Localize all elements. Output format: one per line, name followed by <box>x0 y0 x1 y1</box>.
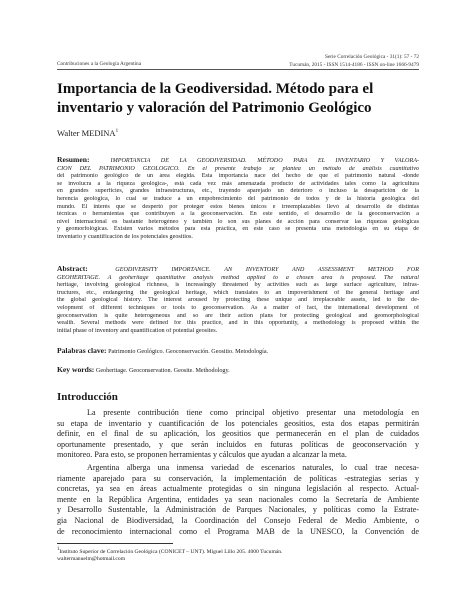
resumen-line: herencia geológica, lo cual se traduce a un empobrecimiento del patrimonio de todos y de la historia geológica del <box>57 195 419 202</box>
key-words-label: Key words: <box>57 365 95 374</box>
footnote-affiliation: $^1$Instituto Superior de Correlación Geológica (CONICET – UNT). Miguel Lillo 205. 4000 Tucumán. <box>57 547 283 555</box>
title-line: inventario y valoración del Patrimonio Geológico <box>57 100 372 116</box>
resumen-line: en grandes superficies, grandes infraestructuras, etc., trayendo aparejado un deterioro o incluso la desaparición de la <box>57 188 419 195</box>
resumen-label: Resumen: <box>57 156 90 164</box>
footnote-mark: 1 <box>57 547 60 552</box>
abstract-line: wealth. Several methods were defined for this practice, and in this opportunity, a methodology is proposed within the <box>57 320 419 327</box>
resumen-line: y geomorfológicas. Existen varios métodos para esta práctica, en este caso se presenta una metodología en su etapa de <box>57 226 419 233</box>
title-line: Importancia de la Geodiversidad. Método para el <box>57 81 374 97</box>
body-line: oportunamente presentado, y que serán incluidos en futuras políticas de geoconservación y <box>57 439 419 449</box>
body-line: mente en la República Argentina, entidades ya sean nacionales como la Secretaría de Ambiente <box>57 494 419 504</box>
footnote-rule <box>57 543 173 544</box>
header-rule <box>57 69 419 70</box>
resumen-line: se involucra a la riqueza geológica-, está cada vez más amenazada producto de actividades tales como la agricultura <box>57 180 419 187</box>
resumen-line: técnicas o herramientas que contribuyen a la geoconservación. En este sentido, el desarrollo de la geoconservación a <box>57 211 419 218</box>
abstract-line: GEODIVERSITY IMPORTANCE. AN INVENTORY AND ASSESSMENT METHOD FOR <box>115 267 419 273</box>
resumen-line: mundo. El interés que se despertó por proteger estos bienes únicos e irreemplazables llevó al desarrollo de distintas <box>57 203 419 210</box>
running-header-right <box>289 54 419 69</box>
abstract-line: the global geological history. The interest aroused by protecting these unique and irreplaceable assets, led to the de- <box>57 297 419 304</box>
resumen-block <box>57 156 419 242</box>
body-line: gia Nacional de Biodiversidad, la Coordinación del Consejo Federal de Medio Ambiente, o <box>57 515 419 525</box>
abstract-block <box>57 265 419 335</box>
intro-paragraph-1 <box>57 408 419 461</box>
footnote <box>57 546 282 564</box>
palabras-clave-label: Palabras clave: <box>57 346 107 355</box>
section-heading: Introducción <box>57 391 118 403</box>
body-line: de reconocimiento internacional como el Programa MAB de la UNESCO, la Convención de <box>57 526 419 536</box>
body-line: su etapa de inventario y cuantificación de los potenciales geositios, esta dos etapas permitirán <box>57 418 419 428</box>
body-line: concretas, ya sea en áreas actualmente protegidas o sin ninguna legislación al respecto. Actual- <box>57 484 419 494</box>
journal-issn: Tucumán, 2015 - ISSN 1514-4186 - ISSN on-line 1666-9479 <box>289 61 419 68</box>
abstract-line: initial phase of inventory and quantification of potential geosites. <box>57 327 218 334</box>
body-line: monitoreo. Para esto, se proponen herramientas y cálculos que ayudan a alcanzar la meta. <box>57 450 347 460</box>
body-line: La presente contribución tiene como principal objetivo presentar una metodología en <box>87 408 419 417</box>
author-name: Walter MEDINA <box>57 128 116 138</box>
resumen-line: CIÓN DEL PATRIMONIO GEOLÓGICO. En el presente trabajo se plantea un método de análisis cuantitativo <box>57 165 419 172</box>
running-header-left: Contribuciones a la Geología Argentina <box>57 61 142 67</box>
abstract-line: velopment of different techniques or tools to geoconservation. As a matter of fact, the international development of <box>57 304 419 311</box>
article-title <box>57 80 427 118</box>
author-affiliation-mark: 1 <box>115 129 119 135</box>
abstract-label: Abstract: <box>57 265 88 273</box>
body-line: y Desarrollo Sustentable, la Administración de Parques Nacionales, y políticas como la Estrate- <box>57 505 419 515</box>
resumen-line: nivel internacional es bastante heterogéneo y también lo son sus planes de acción para conservar las riquezas geológicas <box>57 218 419 225</box>
abstract-line: heritage, involving geological richness, is increasingly threatened by activities such as large surface agriculture, infras- <box>57 282 419 289</box>
author <box>57 128 118 138</box>
body-line: definir, en el final de su aplicación, los geositios que permanecerán en el plan de cuidados <box>57 429 419 439</box>
abstract-line: tructures, etc., endangering the geological heritage, which translates to an impoverishment of the general heritage and <box>57 289 419 296</box>
body-line: Argentina alberga una inmensa variedad de escenarios naturales, lo cual trae necesa- <box>87 463 419 472</box>
resumen-line: inventario y cuantificación de los potenciales geositios. <box>57 233 193 240</box>
resumen-line: del patrimonio geológico de un área elegida. Esta importancia nace del hecho de que el patrimonio natural -donde <box>57 173 419 180</box>
palabras-clave <box>57 347 419 357</box>
intro-paragraph-2 <box>57 463 419 537</box>
abstract-line: GEOHERITAGE. A geoheritage quantitative analysis method applied to a chosen area is proposed. The natural <box>57 274 419 281</box>
footnote-email: waltermanuelm@hotmail.com <box>57 556 126 563</box>
key-words-text: Geoheritage. Geoconservation. Geosite. Methodology. <box>95 368 230 374</box>
key-words <box>57 366 419 376</box>
palabras-clave-text: Patrimonio Geológico. Geoconservación. Geositio. Metodología. <box>108 349 269 355</box>
journal-citation: Serie Correlación Geológica - 31(1): 57 - 72 <box>325 54 419 60</box>
resumen-line: IMPORTANCIA DE LA GEODIVERSIDAD. MÉTODO PARA EL INVENTARIO Y VALORA- <box>110 158 419 164</box>
abstract-line: geoconservation is quite heterogeneous and so are their action plans for protecting geological and geomorphological <box>57 312 419 319</box>
body-line: riamente aparejado para su conservación, la implementación de políticas -estrategias serias y <box>57 473 419 483</box>
